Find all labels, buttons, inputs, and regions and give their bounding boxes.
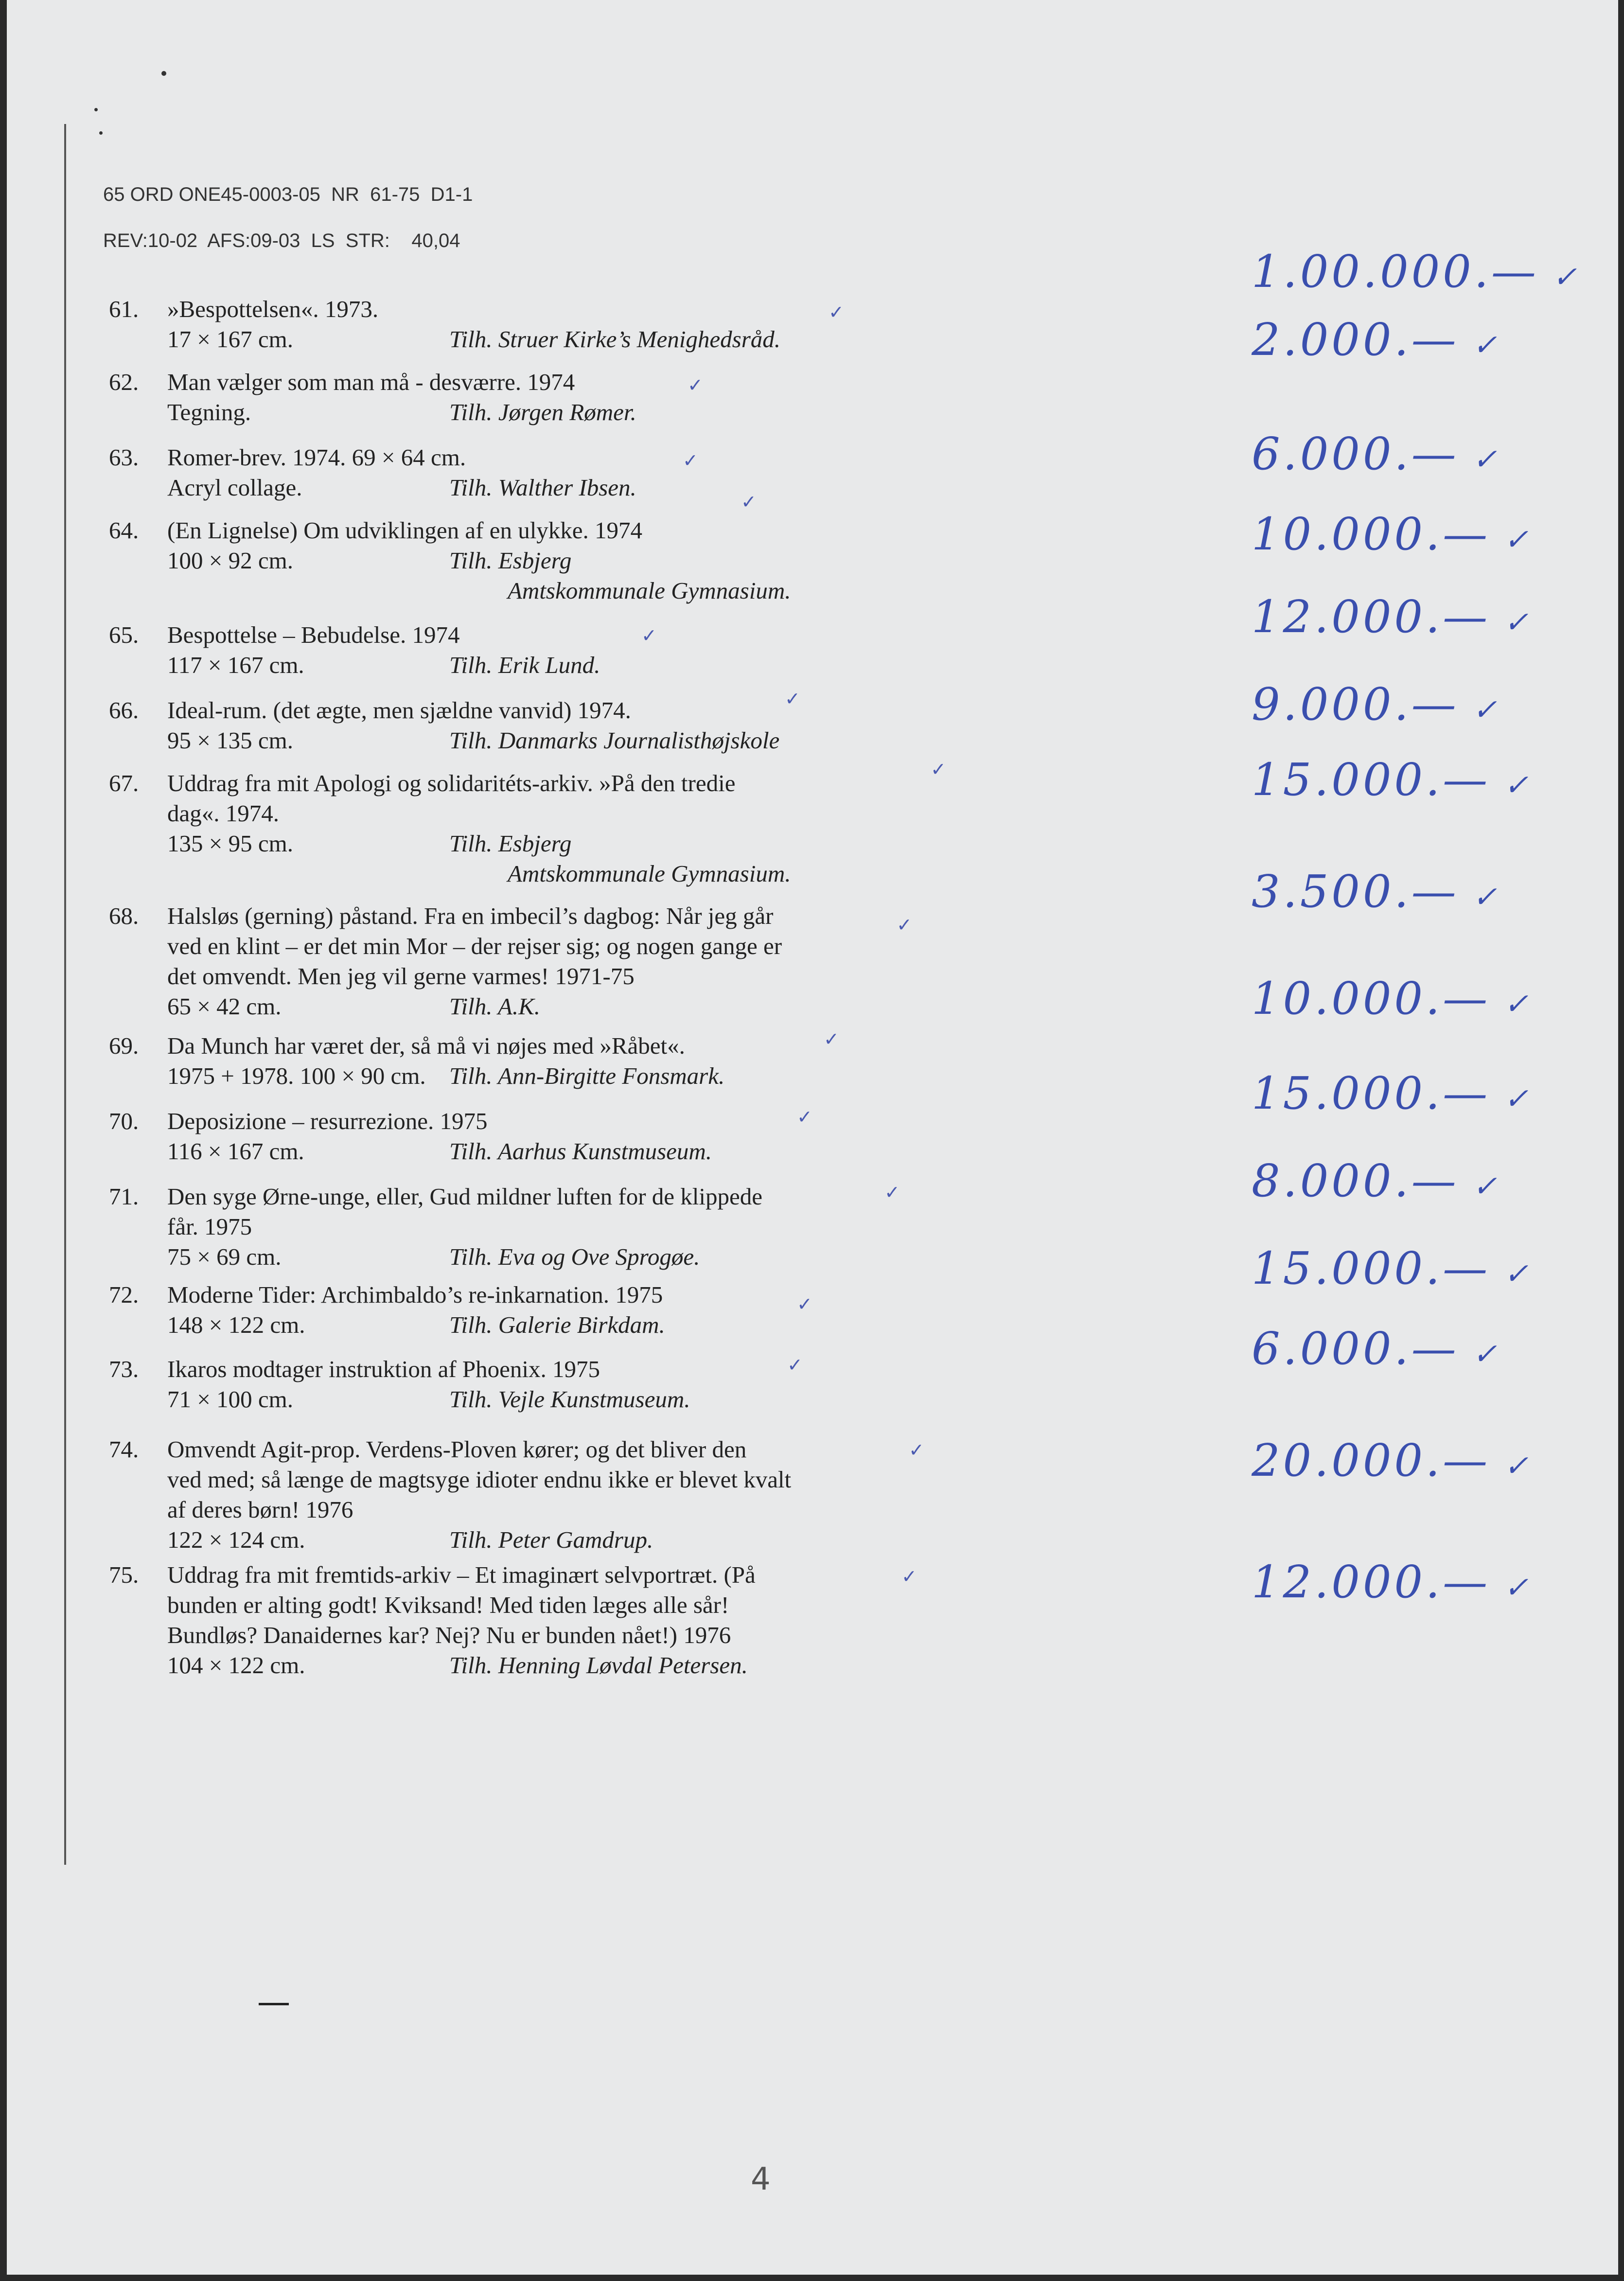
entry-number: 70. <box>109 1108 139 1134</box>
margin-dash <box>259 2003 289 2005</box>
price-value: 6.000.— <box>1252 1323 1459 1375</box>
entry-dimensions: 75 × 69 cm. <box>167 1243 282 1270</box>
entry-number: 68. <box>109 902 139 929</box>
entry-number: 66. <box>109 697 139 724</box>
entry-owner: Tilh. Erik Lund. <box>449 652 600 678</box>
entry-title-line: Den syge Ørne-unge, eller, Gud mildner luften for de klippede <box>167 1183 762 1210</box>
entry-owner: Tilh. Eva og Ove Sprogøe. <box>449 1243 700 1270</box>
check-mark-icon: ✓ <box>909 1439 924 1461</box>
entry-title-line: Bespottelse – Bebudelse. 1974 <box>167 621 460 648</box>
check-mark-icon: ✓ <box>824 1028 839 1050</box>
entry-dimensions: 122 × 124 cm. <box>167 1526 305 1553</box>
check-mark-icon: ✓ <box>741 491 757 513</box>
entry-title-line: Omvendt Agit-prop. Verdens-Ploven kører; og det bliver den <box>167 1436 747 1463</box>
price-value: 8.000.— <box>1252 1155 1459 1207</box>
catalog-entry <box>109 442 897 503</box>
catalog-entry <box>109 1031 897 1091</box>
handwritten-price <box>1252 1556 1531 1608</box>
handwritten-price <box>1252 508 1531 560</box>
entry-dimensions: Acryl collage. <box>167 474 302 501</box>
catalog-entry <box>109 294 897 354</box>
price-value: 2.000.— <box>1252 314 1459 366</box>
catalog-entry <box>109 1434 897 1555</box>
entry-number: 71. <box>109 1183 139 1210</box>
price-value: 6.000.— <box>1252 428 1459 480</box>
handwritten-price <box>1252 973 1531 1025</box>
catalog-entry <box>109 768 897 889</box>
entry-dimensions: 65 × 42 cm. <box>167 993 282 1020</box>
price-value: 12.000.— <box>1252 1556 1491 1608</box>
entry-dimensions: 95 × 135 cm. <box>167 727 293 754</box>
entry-title-line: ved en klint – er det min Mor – der rejser sig; og nogen gange er <box>167 933 782 959</box>
check-mark-icon: ✓ <box>1472 1169 1500 1203</box>
check-mark-icon: ✓ <box>1472 1337 1500 1371</box>
entry-title-line: Bundløs? Danaidernes kar? Nej? Nu er bunden nået!) 1976 <box>167 1622 731 1648</box>
entry-title-line: af deres børn! 1976 <box>167 1496 353 1523</box>
entry-owner: Tilh. Danmarks Journalisthøjskole <box>449 727 780 754</box>
handwritten-price <box>1252 866 1500 918</box>
entry-title-line: Ideal-rum. (det ægte, men sjældne vanvid) 1974. <box>167 697 631 724</box>
check-mark-icon: ✓ <box>797 1106 812 1128</box>
entry-owner: Tilh. Struer Kirke’s Menighedsråd. <box>449 326 781 353</box>
catalog-entry <box>109 620 897 680</box>
entry-title-line: Romer-brev. 1974. 69 × 64 cm. <box>167 444 466 471</box>
margin-line <box>64 124 66 1865</box>
entry-owner: Tilh. Esbjerg <box>449 547 572 574</box>
ink-speck <box>94 108 98 111</box>
entry-title-line: Deposizione – resurrezione. 1975 <box>167 1108 488 1134</box>
check-mark-icon: ✓ <box>1504 605 1532 639</box>
entry-dimensions: 1975 + 1978. 100 × 90 cm. <box>167 1062 426 1089</box>
entry-number: 62. <box>109 369 139 395</box>
entry-title-line: (En Lignelse) Om udviklingen af en ulykke. 1974 <box>167 517 643 544</box>
check-mark-icon: ✓ <box>1472 880 1500 914</box>
price-value: 10.000.— <box>1252 508 1491 560</box>
price-value: 9.000.— <box>1252 678 1459 730</box>
entry-number: 75. <box>109 1561 139 1588</box>
check-mark-icon: ✓ <box>785 688 800 709</box>
check-mark-icon: ✓ <box>1504 523 1532 557</box>
page-number: 4 <box>751 2161 771 2197</box>
catalog-entry <box>109 1280 897 1340</box>
check-mark-icon: ✓ <box>787 1354 803 1376</box>
entry-number: 69. <box>109 1032 139 1059</box>
entry-owner: Tilh. Henning Løvdal Petersen. <box>449 1652 748 1679</box>
price-value: 12.000.— <box>1252 591 1491 643</box>
catalog-entry <box>109 515 897 606</box>
entry-number: 63. <box>109 444 139 471</box>
entry-owner: Tilh. A.K. <box>449 993 541 1020</box>
entry-dimensions: 135 × 95 cm. <box>167 830 293 857</box>
ink-speck <box>161 71 166 76</box>
entry-owner: Tilh. Galerie Birkdam. <box>449 1311 665 1338</box>
entry-dimensions: 104 × 122 cm. <box>167 1652 305 1679</box>
check-mark-icon: ✓ <box>931 759 946 780</box>
price-value: 10.000.— <box>1252 973 1491 1025</box>
check-mark-icon: ✓ <box>1472 328 1500 362</box>
entry-number: 73. <box>109 1356 139 1382</box>
check-mark-icon: ✓ <box>897 914 912 936</box>
handwritten-price <box>1252 1155 1500 1207</box>
entry-number: 65. <box>109 621 139 648</box>
check-mark-icon: ✓ <box>797 1293 812 1315</box>
entry-title-line: Uddrag fra mit fremtids-arkiv – Et imaginært selvportræt. (På <box>167 1561 756 1588</box>
entry-title-line: Uddrag fra mit Apologi og solidaritéts-arkiv. »På den tredie <box>167 770 736 796</box>
check-mark-icon: ✓ <box>1504 1449 1532 1483</box>
entry-title-line: det omvendt. Men jeg vil gerne varmes! 1971-75 <box>167 963 635 990</box>
handwritten-price <box>1252 246 1580 298</box>
catalog-entry <box>109 367 897 427</box>
entry-owner: Tilh. Jørgen Rømer. <box>449 399 636 425</box>
entry-owner: Tilh. Vejle Kunstmuseum. <box>449 1386 690 1413</box>
check-mark-icon: ✓ <box>1504 1257 1532 1291</box>
entry-number: 72. <box>109 1281 139 1308</box>
entry-title-line: får. 1975 <box>167 1213 252 1240</box>
handwritten-price <box>1252 1434 1531 1486</box>
handwritten-price <box>1252 1242 1531 1294</box>
check-mark-icon: ✓ <box>1504 768 1532 802</box>
entry-title-line: bunden er alting godt! Kviksand! Med tiden læges alle sår! <box>167 1591 729 1618</box>
entry-title-line: Da Munch har været der, så må vi nøjes med »Råbet«. <box>167 1032 685 1059</box>
entry-number: 74. <box>109 1436 139 1463</box>
entry-owner: Tilh. Ann-Birgitte Fonsmark. <box>449 1062 725 1089</box>
entry-number: 61. <box>109 296 139 322</box>
entry-dimensions: 100 × 92 cm. <box>167 547 293 574</box>
handwritten-price <box>1252 678 1500 730</box>
check-mark-icon: ✓ <box>1504 1571 1532 1605</box>
price-value: 1.00.000.— <box>1252 246 1539 298</box>
check-mark-icon: ✓ <box>829 301 844 323</box>
entry-title-line: ved med; så længe de magtsyge idioter endnu ikke er blevet kvalt <box>167 1466 792 1493</box>
price-value: 15.000.— <box>1252 1067 1491 1119</box>
entry-title-line: Moderne Tider: Archimbaldo’s re-inkarnation. 1975 <box>167 1281 663 1308</box>
catalog-entry <box>109 695 897 756</box>
handwritten-price <box>1252 314 1500 366</box>
catalog-entry <box>109 1560 897 1680</box>
price-value: 15.000.— <box>1252 754 1491 806</box>
entry-title-line: Man vælger som man må - desværre. 1974 <box>167 369 575 395</box>
entry-title-line: Halsløs (gerning) påstand. Fra en imbecil’s dagbog: Når jeg går <box>167 902 774 929</box>
check-mark-icon: ✓ <box>1552 260 1580 294</box>
entry-number: 64. <box>109 517 139 544</box>
entry-title-line: dag«. 1974. <box>167 800 279 827</box>
entry-owner-continued: Amtskommunale Gymnasium. <box>508 860 791 887</box>
entry-dimensions: 148 × 122 cm. <box>167 1311 305 1338</box>
entry-dimensions: 17 × 167 cm. <box>167 326 293 353</box>
catalog-entry <box>109 1106 897 1167</box>
entry-owner: Tilh. Peter Gamdrup. <box>449 1526 653 1553</box>
entry-title-line: Ikaros modtager instruktion af Phoenix. 1975 <box>167 1356 600 1382</box>
check-mark-icon: ✓ <box>884 1182 900 1203</box>
revision-line: REV:10-02 AFS:09-03 LS STR: 40,04 <box>103 230 460 251</box>
entry-dimensions: 117 × 167 cm. <box>167 652 304 678</box>
entry-owner: Tilh. Walther Ibsen. <box>449 474 636 501</box>
check-mark-icon: ✓ <box>1472 442 1500 477</box>
check-mark-icon: ✓ <box>1504 1082 1532 1116</box>
catalog-code-line: 65 ORD ONE45-0003-05 NR 61-75 D1-1 <box>103 184 473 205</box>
catalog-entry <box>109 1354 897 1415</box>
price-value: 15.000.— <box>1252 1242 1491 1294</box>
entry-number: 67. <box>109 770 139 796</box>
price-value: 20.000.— <box>1252 1434 1491 1486</box>
entry-owner-continued: Amtskommunale Gymnasium. <box>508 577 791 604</box>
handwritten-price <box>1252 1067 1531 1119</box>
handwritten-price <box>1252 1323 1500 1375</box>
check-mark-icon: ✓ <box>1504 987 1532 1021</box>
entry-dimensions: 71 × 100 cm. <box>167 1386 293 1413</box>
check-mark-icon: ✓ <box>641 625 657 646</box>
price-value: 3.500.— <box>1252 866 1459 918</box>
entry-owner: Tilh. Esbjerg <box>449 830 572 857</box>
entry-title-line: »Bespottelsen«. 1973. <box>167 296 379 322</box>
handwritten-price <box>1252 428 1500 480</box>
check-mark-icon: ✓ <box>688 374 703 396</box>
check-mark-icon: ✓ <box>901 1566 917 1587</box>
entry-dimensions: 116 × 167 cm. <box>167 1138 304 1165</box>
check-mark-icon: ✓ <box>683 450 698 471</box>
catalog-entry <box>109 901 897 1022</box>
entry-owner: Tilh. Aarhus Kunstmuseum. <box>449 1138 712 1165</box>
handwritten-price <box>1252 591 1531 643</box>
catalog-entry <box>109 1182 897 1272</box>
document-page <box>7 0 1618 2275</box>
check-mark-icon: ✓ <box>1472 693 1500 727</box>
ink-speck <box>99 131 103 135</box>
entry-dimensions: Tegning. <box>167 399 251 425</box>
handwritten-price <box>1252 754 1531 806</box>
